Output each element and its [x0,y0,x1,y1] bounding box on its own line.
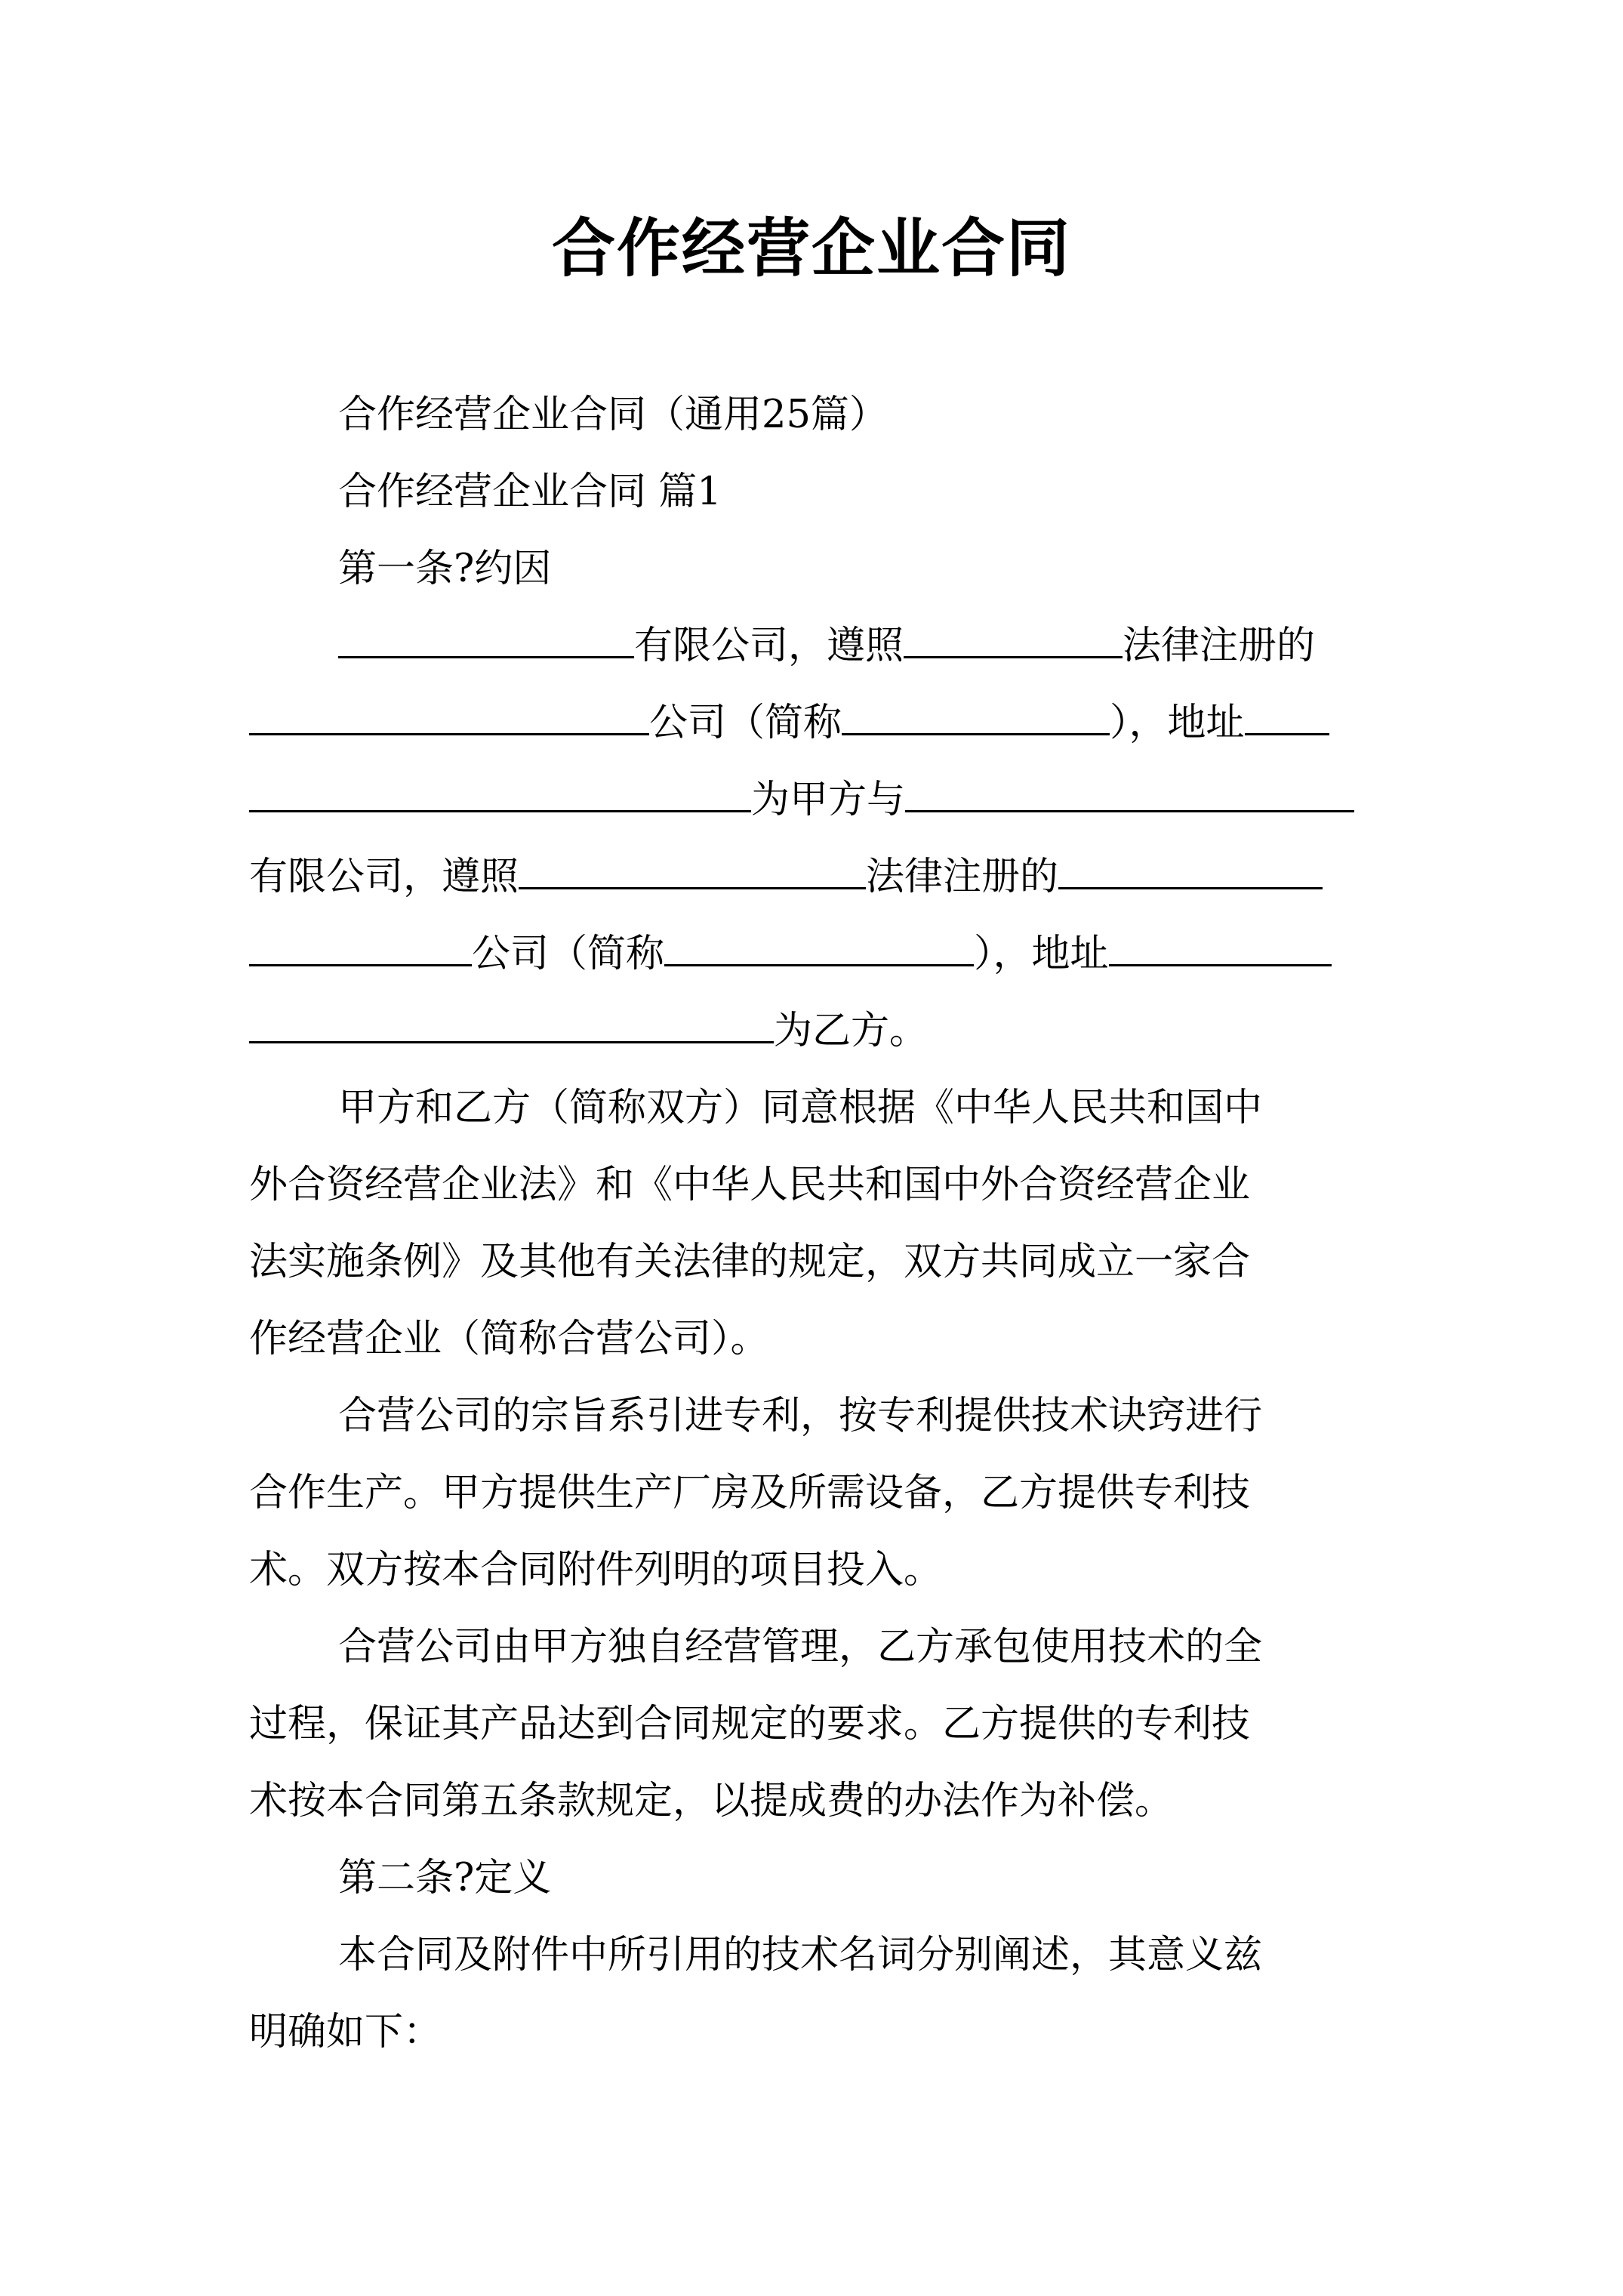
party-line-5 [249,917,1381,992]
blank-field[interactable] [249,698,649,735]
blank-field[interactable] [1058,852,1323,889]
paragraph-line: 合营公司由甲方独自经营管理，乙方承包使用技术的全 [338,1625,1263,1669]
paragraph-line: 外合资经营企业法》和《中华人民共和国中外合资经营企业 [249,1163,1251,1207]
party-text: 为乙方。 [774,1009,929,1053]
paragraph-line: 合营公司的宗旨系引进专利，按专利提供技术诀窍进行 [338,1394,1263,1438]
article1-heading: 第一条?约因 [338,547,552,591]
document-title: 合作经营企业合同 [551,211,1071,285]
section-heading: 合作经营企业合同 篇1 [338,470,722,514]
party-text: 法律注册的 [1123,624,1316,668]
paragraph-line: 法实施条例》及其他有关法律的规定，双方共同成立一家合 [249,1240,1251,1284]
blank-field[interactable] [249,1006,774,1043]
party-text: ），地址 [1110,701,1245,745]
paragraph-line: 作经营企业（简称合营公司）。 [249,1317,769,1361]
party-line-6 [249,994,1381,1069]
subtitle: 合作经营企业合同（通用25篇） [338,393,888,437]
party-line-1 [249,609,1471,684]
blank-field[interactable] [664,929,974,966]
paragraph-line: 术按本合同第五条款规定，以提成费的办法作为补偿。 [249,1779,1174,1823]
party-line-3 [249,763,1381,838]
party-text: 公司（简称 [472,932,665,976]
party-text: 为甲方与 [751,778,906,822]
blank-field[interactable] [842,698,1110,735]
article2-heading: 第二条?定义 [338,1856,552,1900]
blank-field[interactable] [905,775,1354,812]
blank-field[interactable] [249,775,751,812]
paragraph-line: 本合同及附件中所引用的技术名词分别阐述，其意义兹 [338,1933,1263,1977]
party-text: 有限公司，遵照 [249,855,519,899]
blank-field[interactable] [519,852,866,889]
party-line-2 [249,686,1381,761]
blank-field[interactable] [249,929,472,966]
party-line-4 [249,840,1381,915]
blank-field[interactable] [1245,698,1329,735]
paragraph-line: 合作生产。甲方提供生产厂房及所需设备，乙方提供专利技 [249,1471,1251,1515]
paragraph-line: 明确如下： [249,2010,442,2054]
blank-field[interactable] [904,621,1123,658]
paragraph-line: 甲方和乙方（简称双方）同意根据《中华人民共和国中 [338,1086,1263,1130]
party-text: 法律注册的 [866,855,1059,899]
blank-field[interactable] [338,621,634,658]
blank-field[interactable] [1109,929,1332,966]
party-text: ），地址 [974,932,1109,976]
paragraph-line: 过程，保证其产品达到合同规定的要求。乙方提供的专利技 [249,1702,1251,1746]
party-text: 有限公司，遵照 [634,624,904,668]
paragraph-line: 术。双方按本合同附件列明的项目投入。 [249,1548,943,1592]
party-text: 公司（简称 [649,701,842,745]
